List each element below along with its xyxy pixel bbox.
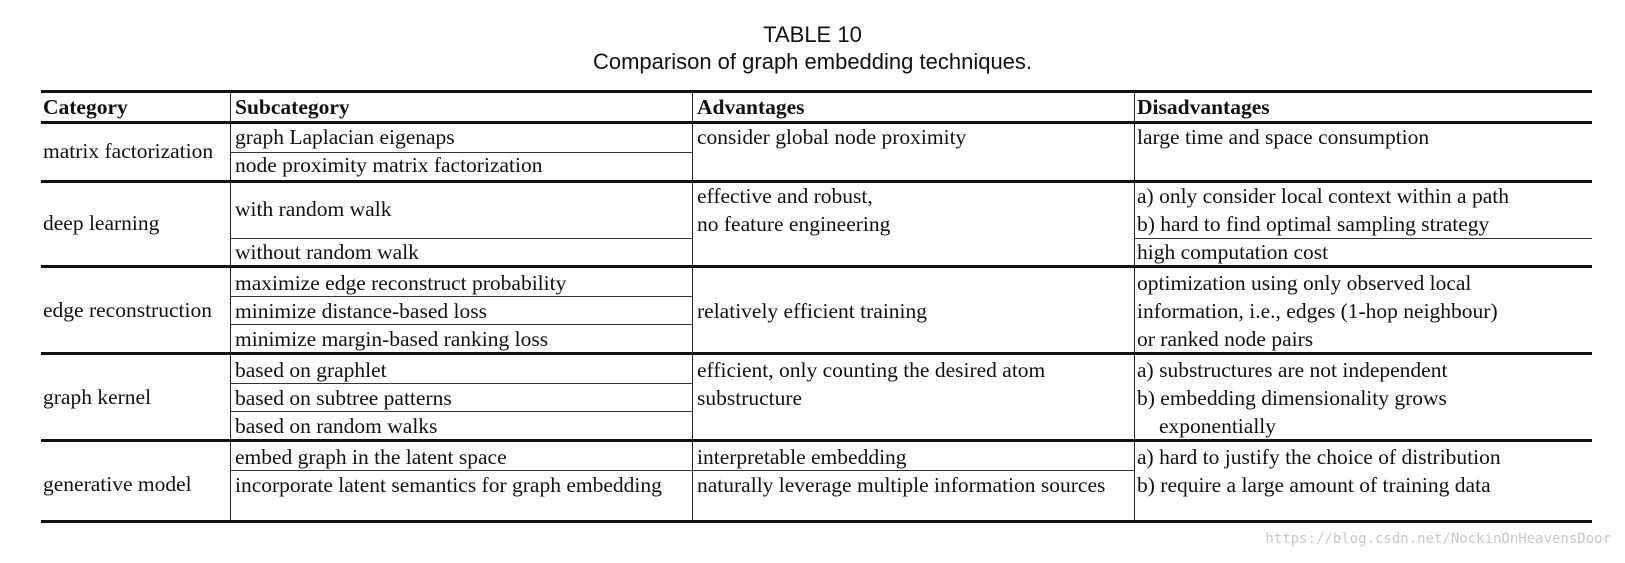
column-divider: [692, 93, 693, 520]
table-title: Comparison of graph embedding techniques.: [592, 49, 1033, 74]
subcategory-cell: with random walk: [235, 197, 392, 221]
header-category: Category: [43, 95, 128, 119]
category-cell: matrix factorization: [43, 139, 214, 163]
subcategory-cell: minimize distance-based loss: [235, 299, 487, 323]
advantages-cell: efficient, only counting the desired atom: [697, 358, 1046, 382]
subcategory-cell: without random walk: [235, 240, 419, 264]
subcategory-cell: incorporate latent semantics for graph embedding: [235, 473, 662, 497]
subcategory-cell: node proximity matrix factorization: [235, 153, 543, 177]
advantages-cell: naturally leverage multiple information sources: [697, 473, 1106, 497]
disadvantages-cell: a) hard to justify the choice of distribution: [1137, 445, 1501, 469]
advantages-cell: no feature engineering: [697, 212, 891, 236]
subcategory-cell: based on subtree patterns: [235, 386, 452, 410]
subcategory-cell: based on graphlet: [235, 358, 387, 382]
category-cell: deep learning: [43, 211, 160, 235]
comparison-table: [41, 90, 1592, 523]
category-cell: graph kernel: [43, 385, 152, 409]
disadvantages-cell: b) hard to find optimal sampling strategy: [1137, 212, 1490, 236]
subcategory-cell: maximize edge reconstruct probability: [235, 271, 567, 295]
disadvantages-cell: information, i.e., edges (1-hop neighbour): [1137, 299, 1498, 323]
disadvantages-cell: b) embedding dimensionality grows: [1137, 386, 1447, 410]
disadvantages-cell: a) only consider local context within a path: [1137, 184, 1509, 208]
subcategory-cell: graph Laplacian eigenaps: [235, 125, 455, 149]
column-divider: [1134, 93, 1135, 520]
advantages-cell: consider global node proximity: [697, 125, 967, 149]
disadvantages-cell: a) substructures are not independent: [1137, 358, 1448, 382]
advantages-cell: effective and robust,: [697, 184, 873, 208]
disadvantages-cell: or ranked node pairs: [1137, 327, 1314, 351]
subcategory-cell: based on random walks: [235, 414, 438, 438]
subcategory-cell: minimize margin-based ranking loss: [235, 327, 549, 351]
disadvantages-cell: large time and space consumption: [1137, 125, 1430, 149]
advantages-cell: substructure: [697, 386, 803, 410]
disadvantages-cell: exponentially: [1159, 414, 1277, 438]
advantages-cell: interpretable embedding: [697, 445, 907, 469]
disadvantages-cell: optimization using only observed local: [1137, 271, 1472, 295]
table-number: TABLE 10: [763, 22, 862, 47]
watermark: https://blog.csdn.net/NockinOnHeavensDoor: [1265, 531, 1611, 547]
category-cell: generative model: [43, 472, 192, 496]
disadvantages-cell: b) require a large amount of training data: [1137, 473, 1491, 497]
column-divider: [230, 93, 231, 520]
advantages-cell: relatively efficient training: [697, 299, 928, 323]
category-cell: edge reconstruction: [43, 298, 212, 322]
header-disadvantages: Disadvantages: [1137, 95, 1270, 119]
disadvantages-cell: high computation cost: [1137, 240, 1329, 264]
subcategory-cell: embed graph in the latent space: [235, 445, 507, 469]
header-subcategory: Subcategory: [235, 95, 350, 119]
header-advantages: Advantages: [697, 95, 805, 119]
